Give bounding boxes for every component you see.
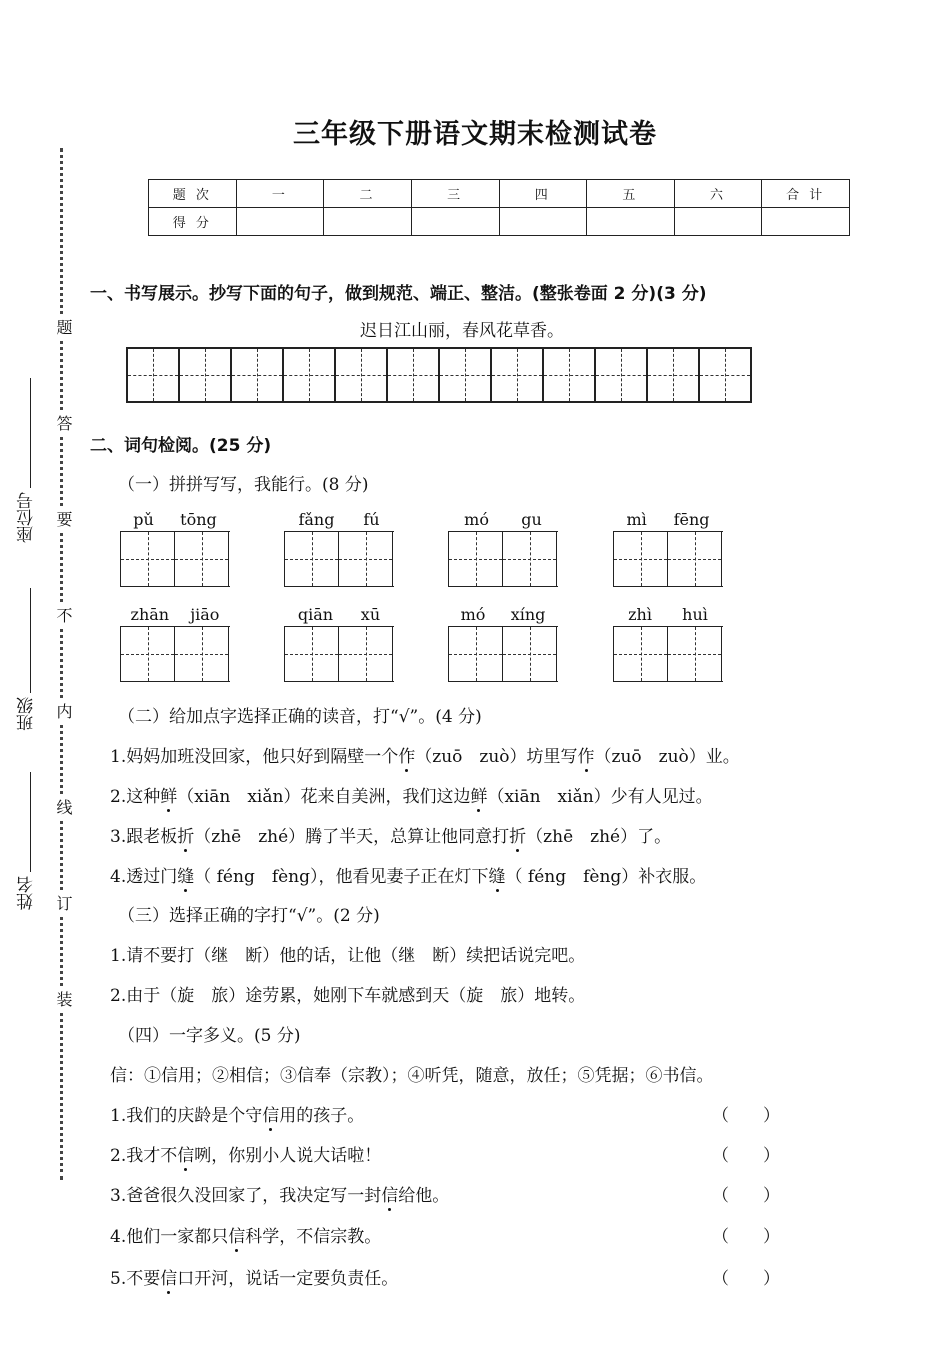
pinyin-syllable: gu: [521, 510, 542, 529]
pronunciation-item: 2.这种鲜（xiān xiǎn）花来自美洲，我们这边鲜（xiān xiǎn）少有人见过。: [110, 787, 713, 807]
name-line[interactable]: [30, 772, 31, 872]
writing-cell[interactable]: [121, 532, 175, 586]
writing-cell[interactable]: [121, 627, 175, 681]
margin-char-xian: 线: [52, 796, 75, 818]
pinyin-syllable: fēng: [673, 510, 710, 529]
pinyin-syllable: fú: [363, 510, 380, 529]
writing-cell[interactable]: [285, 532, 339, 586]
writing-cell[interactable]: [614, 532, 668, 586]
meaning-item: 3.爸爸很久没回家了，我决定写一封信给他。: [110, 1186, 450, 1206]
score-col-1: 一: [236, 180, 324, 208]
score-cell[interactable]: [762, 208, 850, 236]
writing-cell[interactable]: [503, 532, 557, 586]
score-cell[interactable]: [411, 208, 499, 236]
meaning-item: 4.他们一家都只信科学，不信宗教。: [110, 1227, 382, 1247]
pronunciation-item: 3.跟老板折（zhē zhé）腾了半天，总算让他同意打折（zhē zhé）了。: [110, 827, 672, 847]
pinyin-syllable: jiāo: [190, 605, 220, 624]
dotted-char: 缝: [488, 867, 506, 887]
writing-cell[interactable]: [180, 349, 232, 401]
dotted-char: 鲜: [160, 787, 178, 807]
writing-cell[interactable]: [339, 627, 393, 681]
writing-cell[interactable]: [544, 349, 596, 401]
score-cell[interactable]: [324, 208, 412, 236]
writing-cell[interactable]: [648, 349, 700, 401]
pinyin-syllable: pǔ: [133, 510, 154, 529]
name-label: 姓名: [17, 876, 37, 910]
class-line[interactable]: [30, 588, 31, 693]
score-cell[interactable]: [499, 208, 587, 236]
meaning-item: 1.我们的庆龄是个守信用的孩子。: [110, 1106, 365, 1126]
pinyin-word[interactable]: [120, 605, 230, 682]
pinyin-word[interactable]: [613, 605, 723, 682]
char-choice-item: 1.请不要打（继 断）他的话，让他（继 断）续把话说完吧。: [110, 946, 586, 966]
part2-heading: （二）给加点字选择正确的读音，打“√”。(4 分): [118, 707, 482, 727]
binding-line: [60, 148, 63, 1180]
score-col-2: 二: [324, 180, 412, 208]
score-col-6: 六: [674, 180, 762, 208]
writing-cell[interactable]: [175, 627, 229, 681]
dotted-char: 折: [509, 827, 527, 847]
pinyin-syllable: tōng: [180, 510, 217, 529]
dotted-char: 作: [398, 747, 416, 767]
dotted-char: 信: [228, 1227, 246, 1247]
writing-cell[interactable]: [668, 627, 722, 681]
writing-cell[interactable]: [668, 532, 722, 586]
writing-cell[interactable]: [614, 627, 668, 681]
score-cell[interactable]: [236, 208, 324, 236]
margin-char-ding: 订: [52, 892, 75, 914]
score-table-header-row: [149, 180, 850, 208]
dotted-char: 信: [177, 1146, 195, 1166]
margin-char-nei: 内: [52, 700, 75, 722]
score-col-3: 三: [411, 180, 499, 208]
margin-char-ti: 题: [52, 316, 75, 338]
writing-cell[interactable]: [285, 627, 339, 681]
copy-writing-grid[interactable]: [126, 347, 752, 403]
meaning-item: 5.不要信口开河，说话一定要负责任。: [110, 1269, 399, 1289]
dotted-char: 作: [577, 747, 595, 767]
dotted-char: 信: [262, 1106, 280, 1126]
margin-char-zhuang: 装: [52, 988, 75, 1010]
section1-heading: 一、书写展示。抄写下面的句子，做到规范、端正、整洁。(整张卷面 2 分)(3 分): [90, 284, 707, 304]
writing-cell[interactable]: [440, 349, 492, 401]
score-table: [148, 179, 850, 236]
margin-char-bu: 不: [52, 604, 75, 626]
answer-blank[interactable]: （ ）: [712, 1227, 780, 1247]
writing-cell[interactable]: [128, 349, 180, 401]
writing-cell[interactable]: [700, 349, 752, 401]
writing-cell[interactable]: [503, 627, 557, 681]
meaning-item: 2.我才不信咧，你别小人说大话啦！: [110, 1146, 382, 1166]
score-col-4: 四: [499, 180, 587, 208]
writing-cell[interactable]: [449, 532, 503, 586]
pinyin-syllable: xíng: [510, 605, 546, 624]
writing-cell[interactable]: [175, 532, 229, 586]
margin-char-yao: 要: [52, 508, 75, 530]
part1-heading: （一）拼拼写写，我能行。(8 分): [118, 475, 369, 495]
writing-cell[interactable]: [596, 349, 648, 401]
pinyin-word[interactable]: [448, 510, 558, 587]
writing-cell[interactable]: [232, 349, 284, 401]
writing-cell[interactable]: [336, 349, 388, 401]
answer-blank[interactable]: （ ）: [712, 1146, 780, 1166]
pinyin-syllable: zhì: [628, 605, 652, 624]
writing-cell[interactable]: [284, 349, 336, 401]
pronunciation-item: 4.透过门缝（ féng fèng），他看见妻子正在灯下缝（ féng fèng）补衣服。: [110, 867, 707, 887]
pinyin-word[interactable]: [613, 510, 723, 587]
part3-heading: （三）选择正确的字打“√”。(2 分): [118, 906, 380, 926]
score-cell[interactable]: [587, 208, 675, 236]
part4-heading: （四）一字多义。(5 分): [118, 1026, 301, 1046]
dotted-char: 信: [160, 1269, 178, 1289]
pinyin-syllable: xū: [360, 605, 381, 624]
score-col-5: 五: [587, 180, 675, 208]
dotted-char: 鲜: [470, 787, 488, 807]
score-table-score-row: [149, 208, 850, 236]
pinyin-word[interactable]: [448, 605, 558, 682]
writing-cell[interactable]: [492, 349, 544, 401]
score-cell[interactable]: [674, 208, 762, 236]
score-col-total: 合 计: [762, 180, 850, 208]
writing-cell[interactable]: [388, 349, 440, 401]
answer-blank[interactable]: （ ）: [712, 1106, 780, 1126]
pinyin-syllable: mó: [464, 510, 489, 529]
score-table-row-label: 得 分: [149, 208, 237, 236]
writing-cell[interactable]: [339, 532, 393, 586]
pinyin-word[interactable]: [284, 510, 394, 587]
dotted-char: 折: [177, 827, 195, 847]
answer-blank[interactable]: （ ）: [712, 1186, 780, 1206]
page-title: 三年级下册语文期末检测试卷: [293, 119, 657, 150]
pinyin-word[interactable]: [120, 510, 230, 587]
copy-sentence: 迟日江山丽，春风花草香。: [360, 321, 564, 341]
dotted-char: 信: [381, 1186, 399, 1206]
pronunciation-item: 1.妈妈加班没回家，他只好到隔壁一个作（zuō zuò）坊里写作（zuō zuò）业。: [110, 747, 740, 767]
seat-number-label: 座位号: [17, 492, 37, 543]
pinyin-word[interactable]: [284, 605, 394, 682]
pinyin-syllable: fǎng: [298, 510, 335, 529]
pinyin-syllable: huì: [682, 605, 708, 624]
dotted-char: 缝: [177, 867, 195, 887]
margin-char-da: 答: [52, 412, 75, 434]
pinyin-syllable: zhān: [130, 605, 170, 624]
answer-blank[interactable]: （ ）: [712, 1269, 780, 1289]
char-choice-item: 2.由于（旋 旅）途劳累，她刚下车就感到天（旋 旅）地转。: [110, 986, 586, 1006]
section2-heading: 二、词句检阅。(25 分): [90, 436, 272, 456]
seat-number-line[interactable]: [30, 378, 31, 488]
pinyin-syllable: mó: [460, 605, 486, 624]
class-label: 班级: [17, 697, 37, 731]
pinyin-syllable: mì: [626, 510, 647, 529]
writing-cell[interactable]: [449, 627, 503, 681]
meanings-list: 信：①信用；②相信；③信奉（宗教）；④听凭，随意，放任；⑤凭据；⑥书信。: [110, 1066, 714, 1086]
score-table-header-label: 题 次: [149, 180, 237, 208]
pinyin-syllable: qiān: [297, 605, 334, 624]
